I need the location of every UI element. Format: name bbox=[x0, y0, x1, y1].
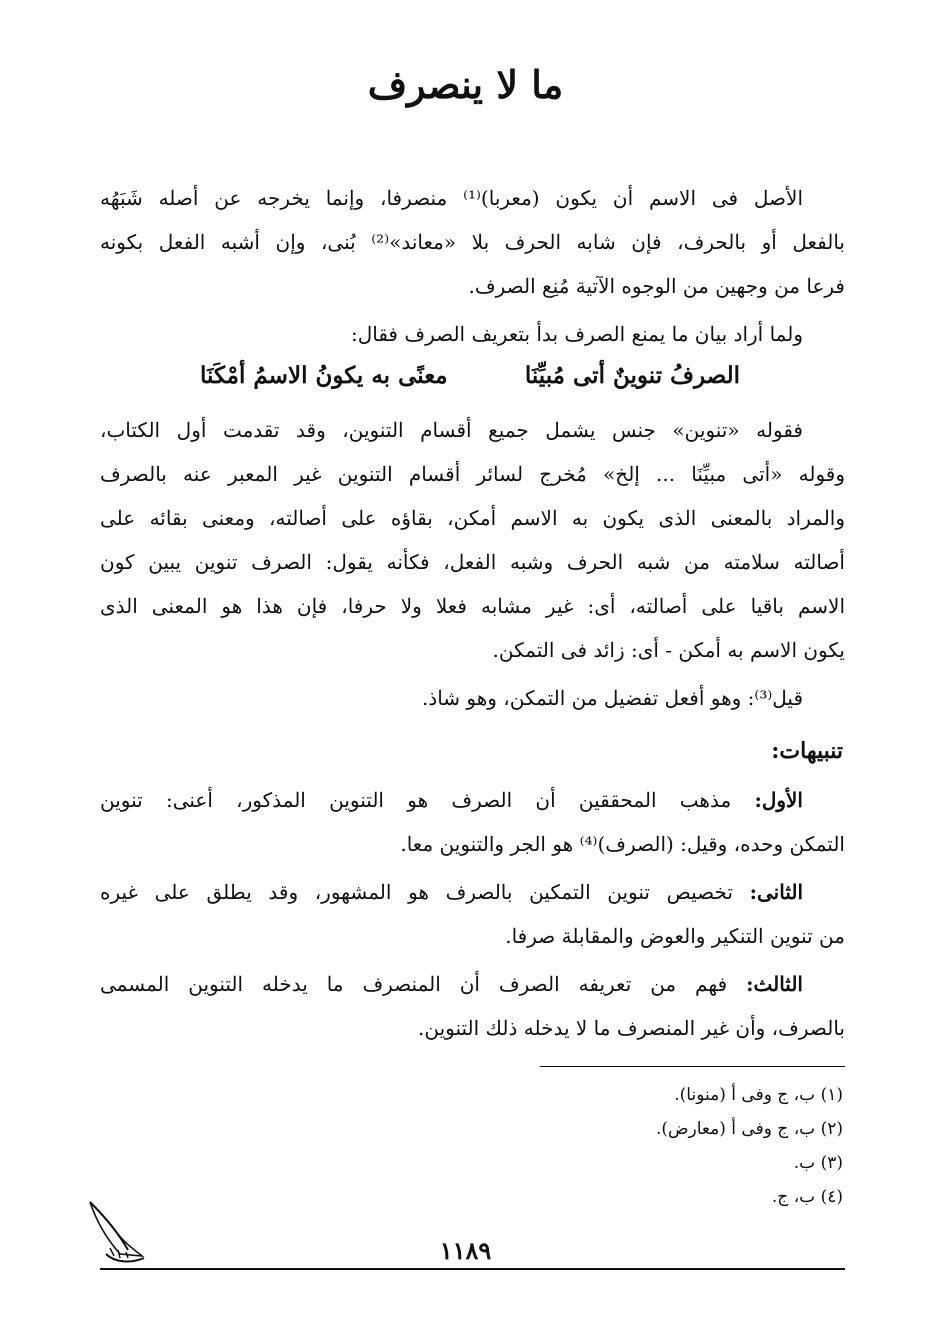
page-bottom-rule bbox=[100, 1268, 845, 1270]
text-line: فرعا من وجهين من الوجوه الآتية مُنِع الصرف. bbox=[468, 274, 845, 298]
paragraph-note bbox=[100, 676, 845, 720]
text-line: قيل⁽³⁾: وهو أفعل تفضيل من التمكن، وهو شاذ. bbox=[421, 686, 803, 710]
paragraph-commentary bbox=[100, 408, 845, 672]
poem-verse bbox=[200, 362, 740, 389]
page-number: ١١٨٩ bbox=[439, 1236, 492, 1265]
note-label: الثانى: bbox=[749, 880, 804, 904]
note-second bbox=[100, 870, 845, 958]
text-line: بالصرف، وأن غير المنصرف ما لا يدخله ذلك التنوين. bbox=[417, 1016, 845, 1040]
text-line bbox=[100, 962, 845, 1006]
note-text: فهم من تعريفه الصرف أن المنصرف ما يدخله التنوين المسمى bbox=[100, 972, 728, 996]
text-line bbox=[100, 870, 845, 914]
text-line: فقوله «تنوين» جنس يشمل جميع أقسام التنوين، وقد تقدمت أول الكتاب، bbox=[100, 418, 803, 442]
notes-heading: تنبيهات: bbox=[771, 738, 843, 764]
text-line: ولما أراد بيان ما يمنع الصرف بدأ بتعريف الصرف فقال: bbox=[350, 322, 803, 346]
verse-first-hemistich: الصرفُ تنوينٌ أتى مُبيِّنَا bbox=[524, 362, 740, 389]
text-line: بالفعل أو بالحرف، فإن شابه الحرف بلا «معاند»⁽²⁾ بُنى، وإن أشبه الفعل بكونه bbox=[100, 230, 845, 254]
text-line: من تنوين التنكير والعوض والمقابلة صرفا. bbox=[505, 924, 845, 948]
paragraph-intro bbox=[100, 176, 845, 308]
text-line: وقوله «أتى مبيِّنَا ... إلخ» مُخرج لسائر أقسام التنوين غير المعبر عنه بالصرف bbox=[100, 462, 845, 486]
footnotes bbox=[656, 1078, 843, 1214]
text-line bbox=[100, 778, 845, 822]
footnote-item: (٢) ب، ج وفى أ (معارض). bbox=[655, 1119, 843, 1139]
note-third bbox=[100, 962, 845, 1050]
footnote-item: (٤) ب، ج. bbox=[771, 1187, 843, 1207]
text-line: الأصل فى الاسم أن يكون (معربا)⁽¹⁾ منصرفا، وإنما يخرجه عن أصله شَبَهُه bbox=[100, 186, 803, 210]
paragraph-transition bbox=[100, 312, 845, 356]
footnote-item: (٣) ب. bbox=[793, 1153, 843, 1173]
text-line: يكون الاسم به أمكن - أى: زائد فى التمكن. bbox=[492, 638, 845, 662]
footnote-divider bbox=[540, 1066, 845, 1067]
note-label: الأول: bbox=[754, 788, 803, 812]
note-text: تخصيص تنوين التمكين بالصرف هو المشهور، وقد يطلق على غيره bbox=[100, 880, 733, 904]
note-label: الثالث: bbox=[746, 972, 803, 996]
verse-second-hemistich: معنًى به يكونُ الاسمُ أمْكَنَا bbox=[200, 362, 448, 389]
text-line: والمراد بالمعنى الذى يكون به الاسم أمكن، بقاؤه على أصالته، ومعنى بقائه على bbox=[100, 506, 845, 530]
text-line: التمكن وحده، وقيل: (الصرف)⁽⁴⁾ هو الجر والتنوين معا. bbox=[400, 832, 845, 856]
note-first bbox=[100, 778, 845, 866]
page-title: ما لا ينصرف bbox=[367, 62, 564, 107]
text-line: أصالته سلامته من شبه الحرف وشبه الفعل، فكأنه يقول: الصرف تنوين يبين كون bbox=[100, 550, 845, 574]
note-text: مذهب المحققين أن الصرف هو التنوين المذكور، أعنى: تنوين bbox=[100, 788, 732, 812]
text-line: الاسم باقيا على أصالته، أى: غير مشابه فعلا ولا حرفا، فإن هذا هو المعنى الذى bbox=[100, 594, 845, 618]
footnote-item: (١) ب، ج وفى أ (منونا). bbox=[674, 1085, 843, 1105]
